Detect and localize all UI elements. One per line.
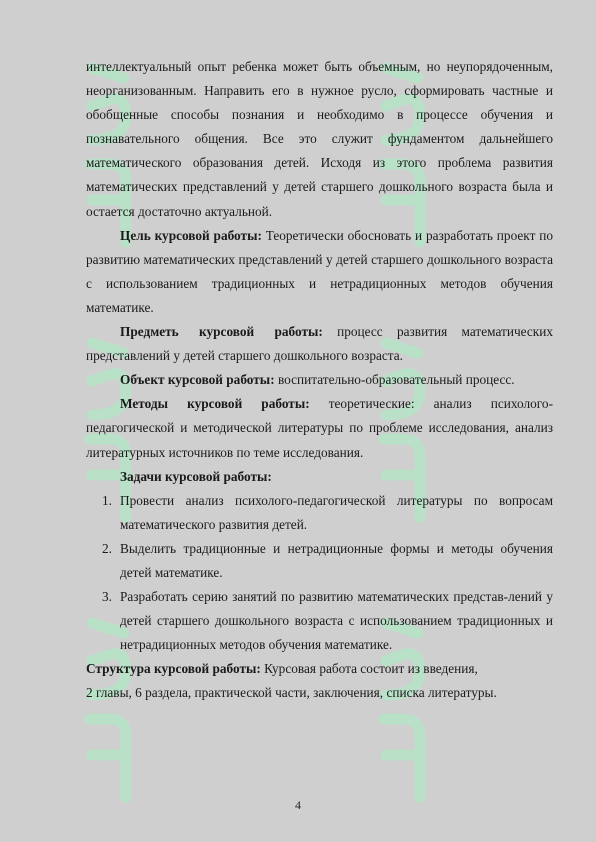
subject-text: процесс развития математических представлений у детей старшего дошкольного возраста. <box>86 324 554 364</box>
list-item-number: 3. <box>102 589 112 605</box>
list-item-number: 1. <box>102 492 112 508</box>
tasks-heading <box>86 465 553 489</box>
subject-label: Предметь курсовой работы: <box>120 324 323 340</box>
object-text: воспитательно-образовательный процесс. <box>274 372 515 388</box>
document-body <box>86 55 553 706</box>
structure-line2: 2 главы, 6 раздела, практической части, заключения, списка литературы. <box>86 685 497 701</box>
object-paragraph <box>86 368 553 392</box>
object-label: Объект курсовой работы: <box>120 372 275 388</box>
list-item <box>86 537 553 585</box>
list-item-number: 2. <box>102 540 112 556</box>
subject-paragraph <box>86 320 553 368</box>
tasks-label: Задачи курсовой работы: <box>120 468 272 484</box>
methods-paragraph <box>86 392 553 464</box>
structure-paragraph <box>86 657 553 681</box>
list-item-text: Провести анализ психолого-педагогической литературы по вопросам математического развития детей. <box>120 492 553 532</box>
methods-label: Методы курсовой работы: <box>120 396 310 412</box>
tasks-list <box>86 489 553 658</box>
structure-label: Структура курсовой работы: <box>86 661 261 677</box>
goal-label: Цель курсовой работы: <box>120 227 262 243</box>
list-item <box>86 585 553 657</box>
structure-text: Курсовая работа состоит из введения, <box>260 661 478 677</box>
list-item <box>86 489 553 537</box>
methods-text: теоретические: анализ психолого-педагогической и методической литературы по проблеме исследования, анализ литературных источников по теме исследования. <box>86 396 553 460</box>
goal-text: Теоретически обосновать и разработать проект по развитию математических представлений у детей старшего дошкольного возраста с использованием традиционных и нетрадиционных методов обучения математике. <box>86 227 553 315</box>
list-item-text: Разработать серию занятий по развитию математических представ-лений у детей старшего дошкольного возраста с использованием традиционных и нетрадиционных методов обучения математике. <box>120 589 553 653</box>
intro-paragraph: интеллектуальный опыт ребенка может быть объемным, но неупорядоченным, неорганизованным. Направить его в нужное русло, сформировать частные и обобщенные способы познания и необходимо в процессе обучения и познавательного общения. Все это служит фундаментом дальнейшего математического образования детей. Исходя из этого проблема развития математических представлений у детей старшего дошкольного возраста была и остается достаточно актуальной. <box>86 59 553 219</box>
page-number: 4 <box>295 798 301 812</box>
list-item-text: Выделить традиционные и нетрадиционные формы и методы обучения детей математике. <box>120 540 553 580</box>
goal-paragraph <box>86 224 553 320</box>
